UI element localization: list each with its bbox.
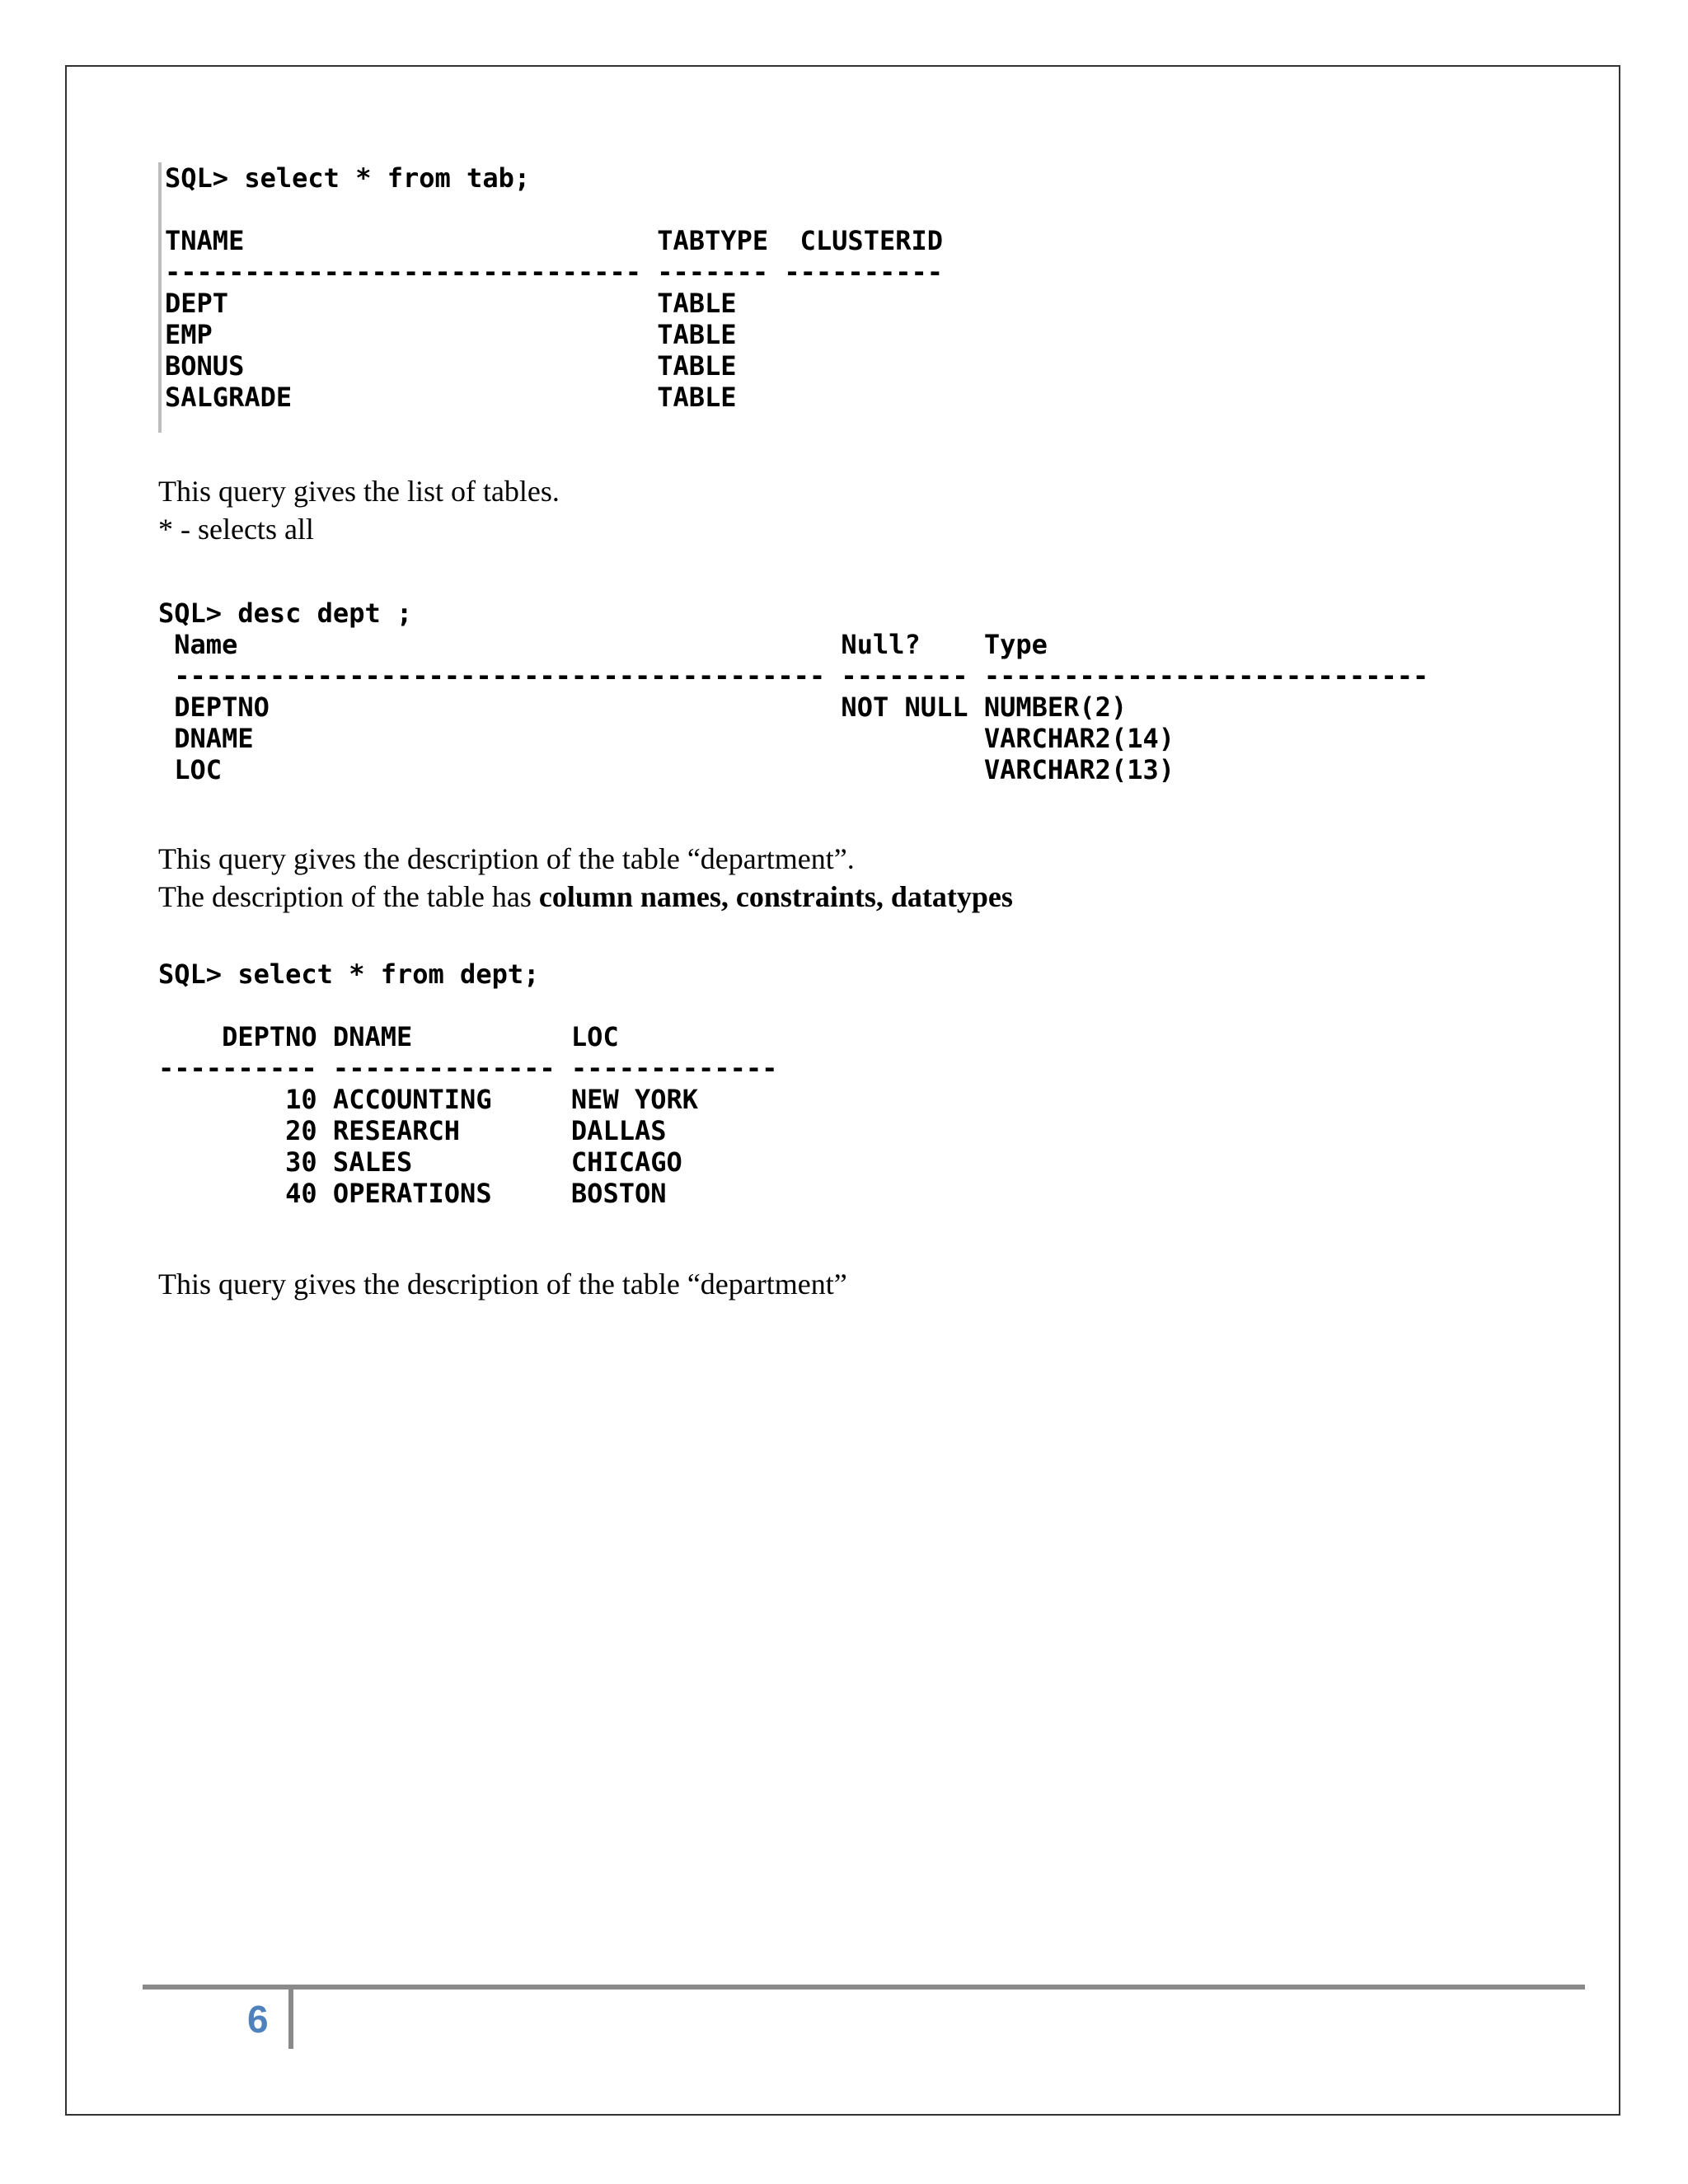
console-line: DEPT TABLE: [165, 288, 737, 319]
console-line: EMP TABLE: [165, 319, 737, 350]
paragraph-list-of-tables: [158, 472, 560, 548]
console-line: ----------------------------------------- -------- ----------------------------: [158, 660, 1429, 691]
console-line: ------------------------------ ------- ----------: [165, 256, 944, 288]
page-number: 6: [247, 1998, 269, 2041]
console-line: SALGRADE TABLE: [165, 382, 737, 413]
console-line: SQL> select * from tab;: [165, 162, 531, 194]
console-line: 20 RESEARCH DALLAS: [158, 1115, 667, 1146]
footer-rule: [143, 1985, 1585, 1990]
paragraph-dept-description: [158, 1265, 847, 1303]
console-line: DEPTNO DNAME LOC: [158, 1021, 619, 1052]
paragraph-line: [158, 878, 1013, 916]
console-line: LOC VARCHAR2(13): [158, 754, 1175, 785]
paragraph-bold-text: column names, constraints, datatypes: [538, 880, 1013, 913]
sql-output-desc-dept: [158, 598, 1428, 785]
console-line: Name Null? Type: [158, 629, 1048, 660]
paragraph-line: This query gives the description of the table “department”.: [158, 842, 855, 875]
sql-output-select-dept: [158, 958, 777, 1209]
paragraph-line: This query gives the description of the table “department”: [158, 1268, 847, 1301]
paragraph-text: The description of the table has: [158, 880, 539, 913]
paragraph-line: * - selects all: [158, 513, 314, 546]
console-line: ---------- -------------- -------------: [158, 1052, 778, 1084]
console-line: DEPTNO NOT NULL NUMBER(2): [158, 691, 1128, 723]
sql-output-select-tab: [158, 162, 943, 433]
footer-divider: [288, 1988, 293, 2049]
console-line: 10 ACCOUNTING NEW YORK: [158, 1084, 699, 1115]
paragraph-line: This query gives the list of tables.: [158, 475, 560, 508]
console-line: SQL> select * from dept;: [158, 958, 540, 990]
console-line: DNAME VARCHAR2(14): [158, 723, 1175, 754]
console-line: BONUS TABLE: [165, 350, 737, 382]
console-line: SQL> desc dept ;: [158, 598, 413, 629]
console-line: TNAME TABTYPE CLUSTERID: [165, 225, 944, 256]
paragraph-table-description: [158, 840, 1013, 916]
console-line: 30 SALES CHICAGO: [158, 1146, 682, 1178]
console-line: 40 OPERATIONS BOSTON: [158, 1178, 667, 1209]
